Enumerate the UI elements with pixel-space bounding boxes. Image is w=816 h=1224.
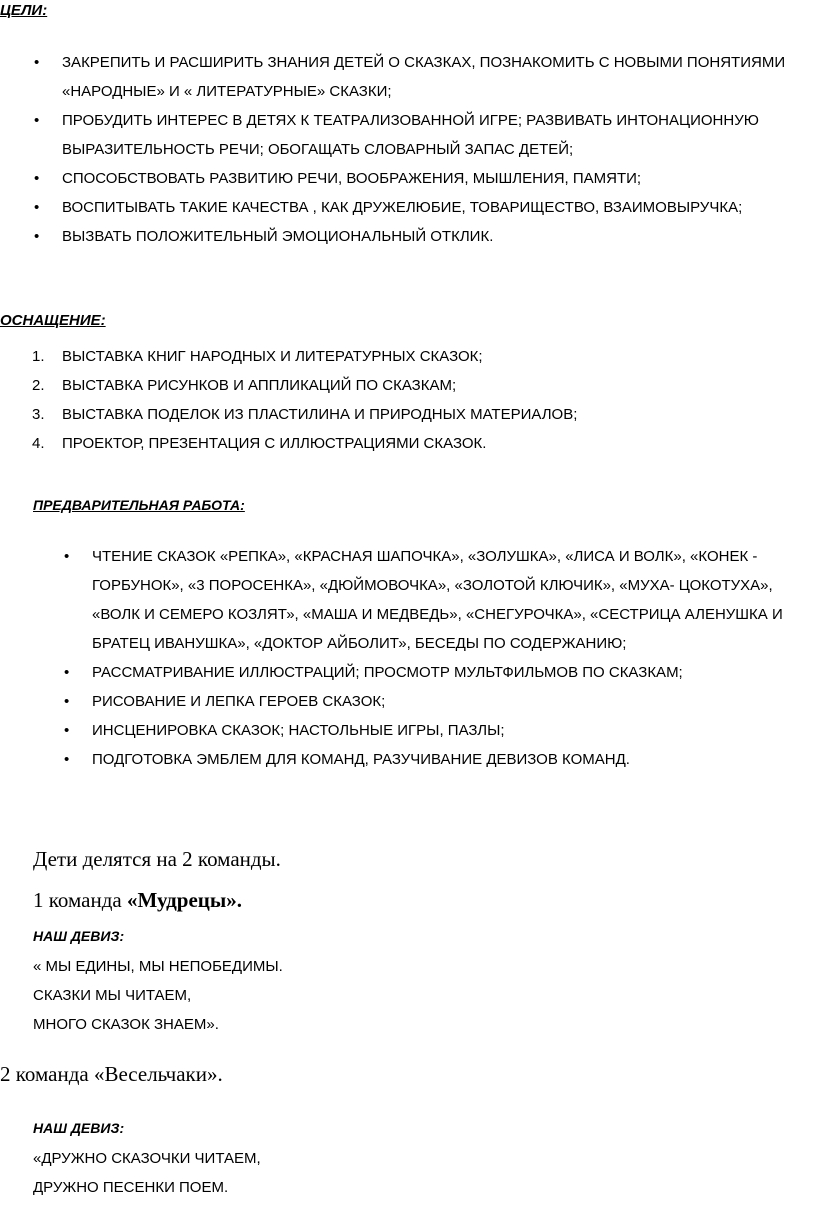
motto-line: ДРУЖНО ПЕСЕНКИ ПОЕМ. — [33, 1179, 229, 1196]
item-number: 3. — [32, 406, 45, 423]
goals-heading: ЦЕЛИ: — [0, 2, 48, 19]
equipment-heading: ОСНАЩЕНИЕ: — [0, 312, 106, 329]
equipment-list — [32, 342, 797, 458]
item-number: 1. — [32, 348, 45, 365]
list-item — [32, 400, 797, 429]
item-number: 4. — [32, 435, 45, 452]
list-item — [32, 429, 797, 458]
list-item: • ВОСПИТЫВАТЬ ТАКИЕ КАЧЕСТВА , КАК ДРУЖЕЛЮБИЕ, ТОВАРИЩЕСТВО, ВЗАИМОВЫРУЧКА; — [62, 193, 797, 222]
motto-line: МНОГО СКАЗОК ЗНАЕМ». — [33, 1016, 219, 1033]
preliminary-list — [92, 542, 808, 774]
team1-motto — [33, 952, 283, 1039]
list-item: • ЗАКРЕПИТЬ И РАСШИРИТЬ ЗНАНИЯ ДЕТЕЙ О СКАЗКАХ, ПОЗНАКОМИТЬ С НОВЫМИ ПОНЯТИЯМИ «НАРОДНЫЕ» И « ЛИТЕРАТУРНЫЕ» СКАЗКИ; — [62, 48, 797, 106]
preliminary-heading: ПРЕДВАРИТЕЛЬНАЯ РАБОТА: — [33, 497, 245, 513]
team2-motto-heading: НАШ ДЕВИЗ: — [33, 1120, 125, 1136]
list-item: • РИСОВАНИЕ И ЛЕПКА ГЕРОЕВ СКАЗОК; — [92, 687, 808, 716]
list-item: • РАССМАТРИВАНИЕ ИЛЛЮСТРАЦИЙ; ПРОСМОТР МУЛЬТФИЛЬМОВ ПО СКАЗКАМ; — [92, 658, 808, 687]
motto-line: СКАЗКИ МЫ ЧИТАЕМ, — [33, 987, 192, 1004]
item-text: ВЫСТАВКА ПОДЕЛОК ИЗ ПЛАСТИЛИНА И ПРИРОДНЫХ МАТЕРИАЛОВ; — [62, 406, 578, 423]
teams-intro: Дети делятся на 2 команды. — [33, 847, 281, 871]
item-number: 2. — [32, 377, 45, 394]
list-item: • ПРОБУДИТЬ ИНТЕРЕС В ДЕТЯХ К ТЕАТРАЛИЗОВАННОЙ ИГРЕ; РАЗВИВАТЬ ИНТОНАЦИОННУЮ ВЫРАЗИТЕЛЬНОСТЬ РЕЧИ; ОБОГАЩАТЬ СЛОВАРНЫЙ ЗАПАС ДЕТЕЙ; — [62, 106, 797, 164]
team2-title: 2 команда «Весельчаки». — [0, 1062, 223, 1086]
list-item — [32, 371, 797, 400]
list-item: • ВЫЗВАТЬ ПОЛОЖИТЕЛЬНЫЙ ЭМОЦИОНАЛЬНЫЙ ОТКЛИК. — [62, 222, 797, 251]
team1-prefix: 1 команда — [33, 888, 127, 912]
team1-motto-heading: НАШ ДЕВИЗ: — [33, 928, 125, 944]
list-item: • ЧТЕНИЕ СКАЗОК «РЕПКА», «КРАСНАЯ ШАПОЧКА», «ЗОЛУШКА», «ЛИСА И ВОЛК», «КОНЕК - ГОРБУНОК», «3 ПОРОСЕНКА», «ДЮЙМОВОЧКА», «ЗОЛОТОЙ КЛЮЧИК», «МУХА- ЦОКОТУХА», «ВОЛК И СЕМЕРО КОЗЛЯТ», «МАША И МЕДВЕДЬ», «СНЕГУРОЧКА», «СЕСТРИЦА АЛЕНУШКА И БРАТЕЦ ИВАНУШКА», «ДОКТОР АЙБОЛИТ», БЕСЕДЫ ПО СОДЕРЖАНИЮ; — [92, 542, 808, 658]
motto-line: « МЫ ЕДИНЫ, МЫ НЕПОБЕДИМЫ. — [33, 958, 283, 975]
team1-title — [33, 886, 242, 915]
item-text: ВЫСТАВКА РИСУНКОВ И АППЛИКАЦИЙ ПО СКАЗКАМ; — [62, 377, 457, 394]
list-item: • СПОСОБСТВОВАТЬ РАЗВИТИЮ РЕЧИ, ВООБРАЖЕНИЯ, МЫШЛЕНИЯ, ПАМЯТИ; — [62, 164, 797, 193]
list-item: • ПОДГОТОВКА ЭМБЛЕМ ДЛЯ КОМАНД, РАЗУЧИВАНИЕ ДЕВИЗОВ КОМАНД. — [92, 745, 808, 774]
team1-name: «Мудрецы». — [126, 888, 243, 912]
item-text: ВЫСТАВКА КНИГ НАРОДНЫХ И ЛИТЕРАТУРНЫХ СКАЗОК; — [62, 348, 483, 365]
team2-motto — [33, 1144, 261, 1202]
list-item — [32, 342, 797, 371]
motto-line: «ДРУЖНО СКАЗОЧКИ ЧИТАЕМ, — [33, 1150, 261, 1167]
goals-list — [62, 48, 797, 251]
item-text: ПРОЕКТОР, ПРЕЗЕНТАЦИЯ С ИЛЛЮСТРАЦИЯМИ СКАЗОК. — [62, 435, 487, 452]
list-item: • ИНСЦЕНИРОВКА СКАЗОК; НАСТОЛЬНЫЕ ИГРЫ, ПАЗЛЫ; — [92, 716, 808, 745]
